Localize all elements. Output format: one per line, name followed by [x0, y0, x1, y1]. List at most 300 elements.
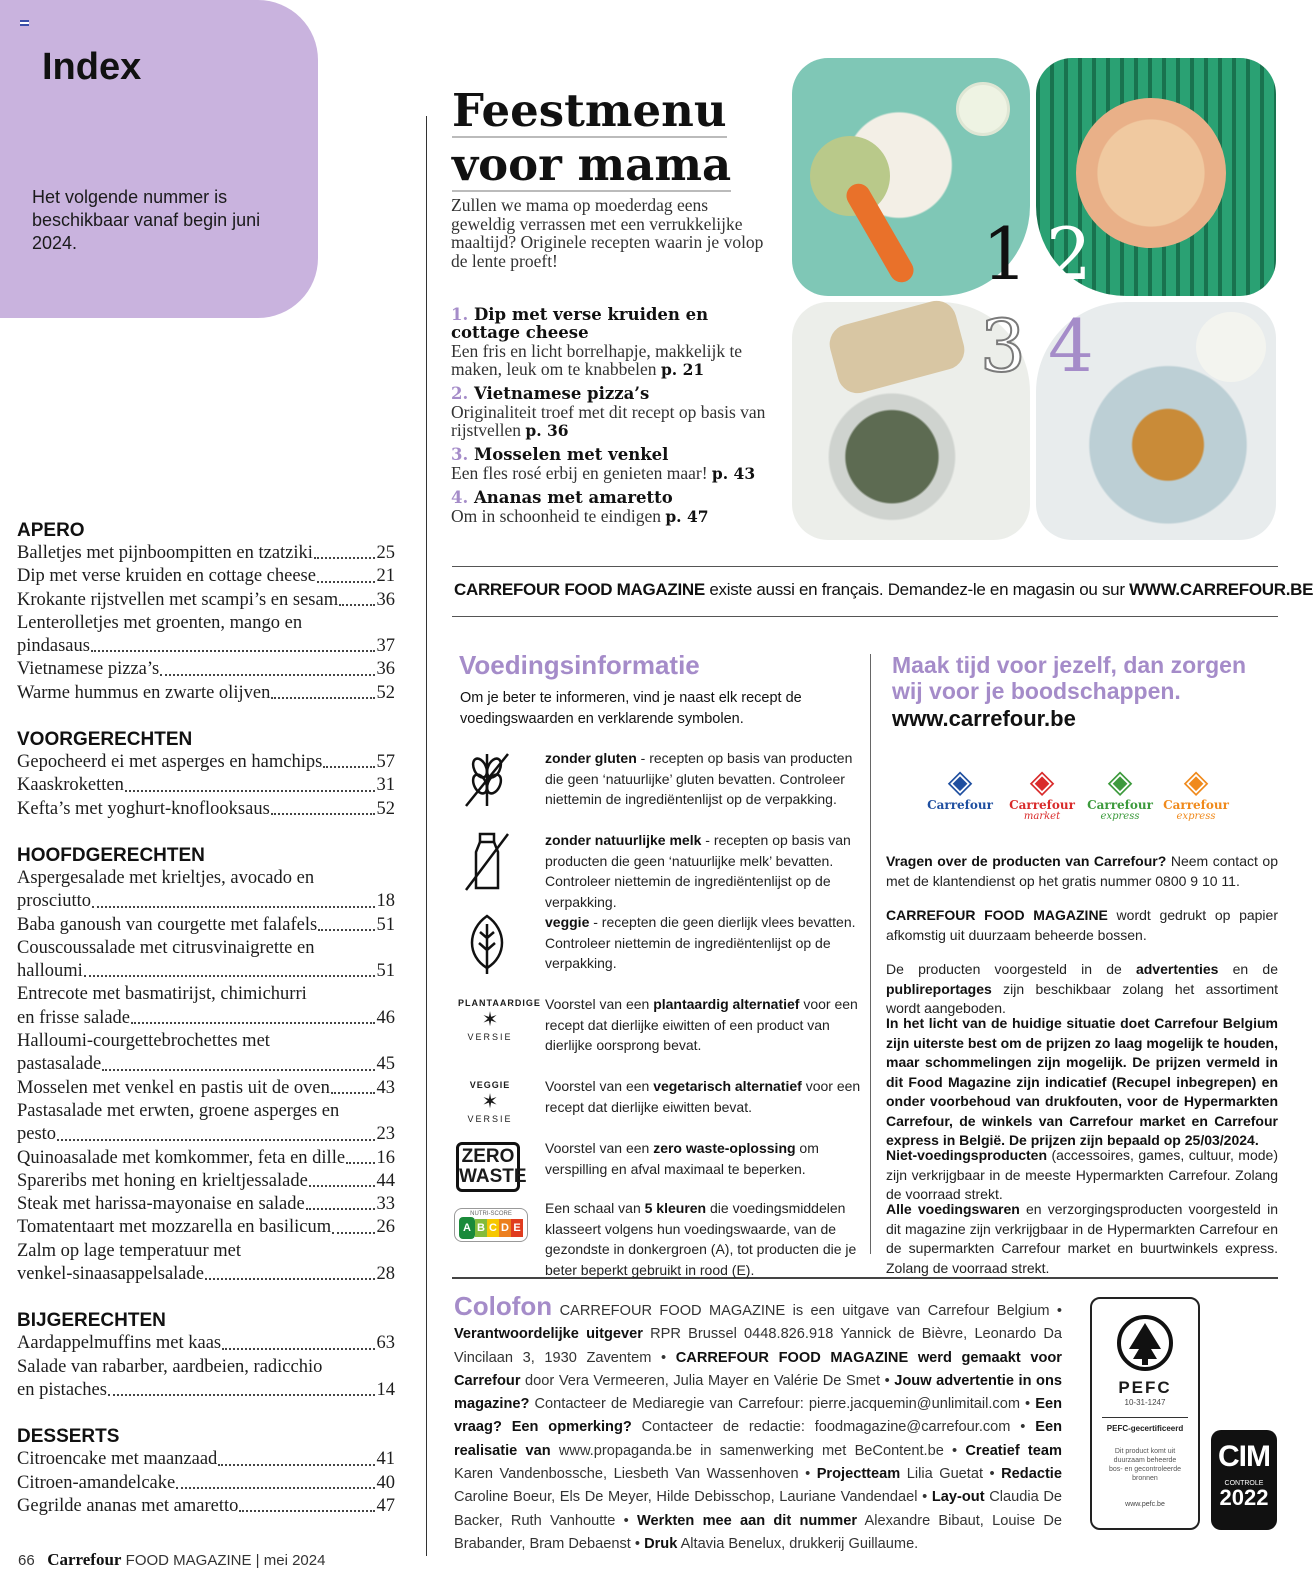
- recipe-desc-text: Een fris en licht borrelhapje, makkelijk te maken, leuk om te knabbelen: [451, 341, 743, 379]
- colofon-part: Karen Vandenbossche, Liesbeth Van Wassenhoven •: [454, 1466, 817, 1483]
- index-entry-text: prosciutto: [17, 891, 91, 912]
- gluten-free-icon: [452, 748, 528, 814]
- symbol-text: om verspilling en afval maximaal te beperken.: [545, 1140, 819, 1177]
- info-paragraph: [886, 852, 1278, 891]
- lactose-free-icon: [452, 830, 528, 896]
- colofon-part: Werkten mee aan dit nummer: [637, 1512, 858, 1529]
- index-entry-text: Spareribs met honing en krieltjessalade: [17, 1170, 308, 1191]
- symbol-description: [545, 912, 863, 974]
- leader-dots: [309, 1185, 375, 1187]
- info-text: wordt gedrukt op papier afkomstig uit duurzaam beheerde bossen.: [886, 907, 1278, 943]
- index-list: [17, 520, 395, 1518]
- index-entry: [17, 1100, 395, 1123]
- recipe-page: p. 21: [660, 360, 705, 379]
- symbol-description: [545, 994, 863, 1056]
- colofon-part: Lilia Guetat •: [900, 1466, 1002, 1483]
- index-entry-text: Balletjes met pijnboompitten en tzatziki: [17, 543, 313, 563]
- info-bold: Alle voedingswaren: [886, 1201, 1020, 1217]
- index-entry: [17, 914, 395, 937]
- info-paragraph: [886, 1200, 1278, 1278]
- photo-pineapple: [1036, 302, 1276, 540]
- index-entry-page: 43: [376, 1077, 395, 1098]
- index-entry-page: 16: [376, 1147, 395, 1168]
- zero-waste-icon: [452, 1138, 528, 1204]
- symbol-text: voor een recept dat dierlijke eiwitten of een product van dierlijke oorsprong bevat.: [545, 996, 858, 1053]
- nutri-grade: D: [499, 1219, 511, 1237]
- symbol-label: veggie: [545, 914, 590, 930]
- nutri-grade: B: [475, 1219, 487, 1237]
- index-entry-text: Citroencake met maanzaad: [17, 1449, 218, 1470]
- colofon-part: Jouw advertentie in ons magazine?: [454, 1372, 1062, 1413]
- leader-dots: [125, 790, 375, 792]
- info-text: Neem contact op met de klantendienst op het gratis nummer 0800 9 10 11.: [886, 853, 1278, 889]
- cim-label: CIM: [1218, 1440, 1270, 1473]
- index-entry-page: 63: [376, 1333, 395, 1354]
- leader-dots: [92, 906, 375, 908]
- nutri-score-badge: NUTRI-SCORE A B C D E: [454, 1208, 528, 1242]
- leader-dots: [271, 697, 374, 699]
- carrefour-logo: [1002, 764, 1082, 822]
- index-entry-text: Dip met verse kruiden en cottage cheese: [17, 566, 316, 587]
- recipe-title: [451, 489, 771, 507]
- leader-dots: [91, 650, 375, 652]
- index-entry-page: 37: [376, 636, 395, 657]
- leader-dots: [317, 581, 375, 583]
- index-entry-page: 28: [376, 1264, 395, 1285]
- recipe-page: p. 47: [665, 507, 709, 526]
- nutri-grade: C: [487, 1219, 499, 1237]
- index-entry-page: 31: [376, 775, 395, 796]
- index-entry: [17, 1077, 395, 1100]
- page-number: 66: [18, 1552, 35, 1569]
- colofon-part: RPR Brussel 0448.826.918 Yannick de Bièvre, Leonardo Da Vincilaan 3, 1930 Zaventem •: [454, 1326, 1062, 1366]
- nutri-score-icon: [452, 1198, 528, 1264]
- index-entry-page: 41: [376, 1449, 395, 1470]
- leader-dots: [332, 1232, 374, 1234]
- index-entry-page: 51: [376, 914, 395, 935]
- footer-issue: mei 2024: [263, 1552, 326, 1569]
- index-entry-page: 51: [376, 961, 395, 982]
- index-entry-page: 14: [376, 1379, 395, 1400]
- feestmenu-title: [452, 86, 731, 194]
- french-banner-url[interactable]: WWW.CARREFOUR.BE: [1129, 580, 1313, 599]
- index-entry-text: Halloumi-courgettebrochettes met: [17, 1031, 270, 1052]
- index-entry: [17, 542, 395, 565]
- recipe-list: [451, 306, 771, 532]
- recipe-name: Dip met verse kruiden en cottage cheese: [451, 305, 709, 342]
- carrefour-mark-icon: ◈: [1107, 762, 1133, 800]
- info-paragraph: [886, 906, 1278, 945]
- photo-mussels: [792, 302, 1030, 540]
- index-entry: [17, 937, 395, 960]
- colofon-part: Contacteer de redactie: foodmagazine@carrefour.com •: [631, 1419, 1036, 1436]
- colofon-part: Verantwoordelijke uitgever: [454, 1326, 643, 1343]
- index-entry: [17, 1263, 395, 1286]
- index-entry: [17, 1472, 395, 1495]
- symbol-pre: Voorstel van een: [545, 1078, 654, 1094]
- nutri-grade: A: [459, 1217, 475, 1239]
- carrefour-logo-sub: market: [1023, 811, 1061, 822]
- colofon-part: Een vraag? Een opmerking?: [454, 1396, 1062, 1436]
- leader-dots: [331, 1092, 375, 1094]
- cim-sub: CONTROLE: [1224, 1480, 1264, 1487]
- colofon-part: Caroline Boeur, Els De Meyer, Hilde Debisschop, Lauriane Vandendael •: [454, 1489, 932, 1506]
- info-bold: Vragen over de producten van Carrefour?: [886, 853, 1167, 869]
- symbol-pre: Voorstel van een: [545, 996, 654, 1012]
- index-entry-page: 47: [376, 1495, 395, 1516]
- index-entry-text: Tomatentaart met mozzarella en basilicum: [17, 1217, 332, 1238]
- leader-dots: [222, 1348, 374, 1350]
- colofon-title: Colofon: [454, 1291, 553, 1321]
- leader-dots: [84, 975, 375, 977]
- colofon-part: CARREFOUR FOOD MAGAZINE is een uitgave van Carrefour Belgium •: [552, 1303, 1062, 1319]
- index-entry-text: Krokante rijstvellen met scampi’s en sesam: [17, 589, 339, 610]
- symbol-text: - recepten op basis van producten die geen ‘natuurlijke’ gluten bevatten. Controleer niettemin de ingrediëntenlijst op de verpakking.: [545, 750, 853, 807]
- colofon-part: www.propaganda.be in samenwerking met BeContent.be •: [550, 1442, 966, 1459]
- version-badge: PLANTAARDIGE ✶ VERSIE: [458, 998, 541, 1042]
- carrefour-logo: [920, 764, 1000, 812]
- index-entry: [17, 983, 395, 1006]
- index-entry-page: 40: [376, 1472, 395, 1493]
- pefc-cert: PEFC-gecertificeerd: [1102, 1417, 1188, 1433]
- index-entry-page: 26: [376, 1217, 395, 1238]
- footer-brand: Carrefour: [47, 1550, 122, 1569]
- colofon-part: Contacteer de Mediaregie van Carrefour: pierre.jacquemin@unlimitail.com •: [529, 1396, 1036, 1413]
- symbol-text: voor een recept dat dierlijke eiwitten bevat.: [545, 1078, 861, 1115]
- colofon-part: Redactie: [1001, 1466, 1062, 1483]
- index-entry: [17, 1216, 395, 1239]
- flag-icon: [20, 20, 29, 26]
- colofon-part: door Vera Vermeeren, Julia Mayer en Valérie De Smet •: [520, 1372, 895, 1389]
- index-section-title: BIJGERECHTEN: [17, 1310, 166, 1332]
- footer-separator: |: [255, 1552, 260, 1569]
- symbol-description: [545, 830, 863, 912]
- index-entry-text: Warme hummus en zwarte olijven: [17, 682, 271, 703]
- index-section-title: VOORGERECHTEN: [17, 729, 193, 751]
- index-entry-text: pindasaus: [17, 636, 90, 657]
- info-text: zijn beschikbaar zolang het assortiment wordt aangeboden.: [886, 980, 1278, 1016]
- recipe-number: 4.: [451, 488, 469, 507]
- colofon-part: Altavia Benelux, drukkerij Guillaume.: [677, 1535, 919, 1552]
- symbol-label: 5 kleuren: [644, 1200, 707, 1216]
- leader-dots: [108, 1394, 375, 1396]
- feestmenu-title-line2: voor mama: [452, 138, 732, 191]
- index-entry-text: Gegrilde ananas met amaretto: [17, 1495, 239, 1516]
- index-entry: [17, 1448, 395, 1471]
- index-entry: [17, 1332, 395, 1355]
- colofon-part: Creatief team: [965, 1442, 1062, 1459]
- index-entry: [17, 798, 395, 821]
- index-entry: [17, 589, 395, 612]
- symbol-label: plantaardig alternatief: [653, 996, 800, 1012]
- colofon-part: CARREFOUR FOOD MAGAZINE werd gemaakt voor Carrefour: [454, 1349, 1062, 1389]
- recipe-desc-text: Originaliteit troef met dit recept op basis van rijstvellen: [451, 402, 766, 440]
- photo-number-1: 1: [982, 212, 1028, 296]
- pefc-code: 10-31-1247: [1124, 1398, 1166, 1407]
- index-entry-page: 52: [376, 682, 395, 703]
- index-entry-page: 33: [376, 1194, 395, 1215]
- index-section-title: DESSERTS: [17, 1426, 120, 1448]
- pefc-tree-icon: [1115, 1313, 1175, 1373]
- recipe-desc-text: Om in schoonheid te eindigen: [451, 506, 661, 526]
- index-entry: [17, 612, 395, 635]
- colofon: [454, 1291, 1063, 1556]
- carrefour-url[interactable]: www.carrefour.be: [892, 706, 1076, 731]
- index-entry-page: 45: [376, 1054, 395, 1075]
- info-text: en verzorgingsproducten voorgesteld in dit magazine zijn verkrijgbaar in de Hypermarkten Carrefour en de supermarkten Carrefour market en buurtwinkels express. Zolang de voorraad strekt.: [886, 1201, 1278, 1276]
- index-entry-page: 25: [376, 543, 395, 563]
- recipe-description: [451, 342, 771, 379]
- index-entry: [17, 565, 395, 588]
- index-entry: [17, 1240, 395, 1263]
- carrefour-logo-name: Carrefour: [1087, 798, 1153, 812]
- recipe-description: [451, 403, 771, 440]
- recipe-title: [451, 306, 771, 342]
- symbol-text: die voedingsmiddelen klasseert volgens hun voedingswaarde, van de gezondste in donkergroen (A), tot producten die je beter beperkt gebruikt in rood (E).: [545, 1200, 857, 1278]
- veggie-leaf-icon: [452, 912, 528, 978]
- recipe-name: Mosselen met venkel: [473, 445, 669, 464]
- colofon-body: [454, 1303, 1062, 1552]
- footer-magazine: FOOD MAGAZINE: [125, 1552, 252, 1569]
- index-entry: [17, 1356, 395, 1379]
- info-bold: Niet-voedingsproducten: [886, 1147, 1048, 1163]
- info-text: (accessoires, games, cultuur, mode) zijn verkrijgbaar in de meeste Hypermarkten Carrefour. Zolang de voorraad strekt.: [886, 1147, 1278, 1202]
- recipe-page: p. 43: [711, 464, 756, 483]
- info-bold2: publireportages: [886, 980, 992, 997]
- nutri-grade: E: [511, 1219, 523, 1237]
- index-section-title: HOOFDGERECHTEN: [17, 844, 205, 866]
- recipe-page: p. 36: [525, 421, 569, 440]
- carrefour-logo: [1080, 764, 1160, 822]
- index-entry-text: Kaaskroketten: [17, 775, 124, 796]
- leader-dots: [205, 1278, 375, 1280]
- index-entry-text: Couscoussalade met citrusvinaigrette en: [17, 937, 315, 958]
- index-entry: [17, 890, 395, 913]
- leader-dots: [339, 604, 374, 606]
- symbol-label: zero waste-oplossing: [653, 1140, 796, 1156]
- index-entry-page: 18: [376, 891, 395, 912]
- index-entry-text: Quinoasalade met komkommer, feta en dille: [17, 1147, 346, 1168]
- symbol-pre: Voorstel van een: [545, 1140, 654, 1156]
- leader-dots: [131, 1022, 374, 1024]
- colofon-part: Lay-out: [931, 1489, 985, 1506]
- index-entry: [17, 1053, 395, 1076]
- photo-number-3: 3: [980, 304, 1026, 388]
- leader-dots: [218, 1464, 374, 1466]
- index-entry-page: 44: [376, 1170, 395, 1191]
- recipe-description: [451, 507, 771, 526]
- pefc-label: PEFC: [1118, 1378, 1172, 1397]
- index-entry: [17, 751, 395, 774]
- index-entry-page: 46: [376, 1007, 395, 1028]
- index-entry-text: Mosselen met venkel en pastis uit de oven: [17, 1077, 330, 1098]
- index-entry-text: Pastasalade met erwten, groene asperges en: [17, 1100, 340, 1121]
- symbol-description: [545, 1076, 863, 1117]
- leader-dots: [318, 929, 374, 931]
- index-entry-text: halloumi: [17, 961, 83, 982]
- cim-badge: [1211, 1430, 1277, 1530]
- french-banner-text: existe aussi en français. Demandez-le en magasin ou sur: [704, 580, 1130, 599]
- index-entry: [17, 658, 395, 681]
- carrefour-mark-icon: ◈: [1029, 762, 1055, 800]
- photo-pizza: [1036, 58, 1276, 296]
- zero-waste-badge: ZERO WASTE: [456, 1142, 520, 1192]
- index-entry: [17, 1007, 395, 1030]
- leader-dots: [271, 813, 375, 815]
- index-entry-text: Aardappelmuffins met kaas: [17, 1333, 222, 1354]
- carrefour-logo-name: Carrefour: [1163, 798, 1229, 812]
- symbol-description: [545, 1198, 863, 1280]
- veggie-version-icon: [452, 1076, 528, 1142]
- leader-dots: [323, 766, 374, 768]
- photo-dip: [792, 58, 1030, 296]
- pefc-url: www.pefc.be: [1125, 1501, 1165, 1508]
- index-entry-page: 36: [376, 659, 395, 680]
- page-footer: [18, 1550, 325, 1570]
- index-section-title: APERO: [17, 520, 85, 541]
- carrefour-mark-icon: ◈: [1183, 762, 1209, 800]
- index-entry: [17, 1379, 395, 1402]
- voeding-title: Voedingsinformatie: [459, 650, 700, 680]
- index-entry-page: 57: [376, 752, 395, 773]
- pefc-desc: Dit product komt uit duurzaam beheerde bos- en gecontroleerde bronnen: [1109, 1448, 1181, 1482]
- index-entry: [17, 1193, 395, 1216]
- recipe-desc-text: Een fles rosé erbij en genieten maar!: [451, 463, 708, 483]
- carrefour-logo-name: Carrefour: [1009, 798, 1075, 812]
- photo-number-4: 4: [1048, 304, 1094, 388]
- colofon-part: Projectteam: [816, 1466, 901, 1483]
- info-paragraph: [886, 1014, 1278, 1151]
- index-entry-text: Lenterolletjes met groenten, mango en: [17, 612, 303, 633]
- symbol-description: [545, 1138, 863, 1179]
- colofon-part: Druk: [644, 1535, 678, 1552]
- index-entry: [17, 960, 395, 983]
- index-entry-text: pesto: [17, 1124, 57, 1145]
- leader-dots: [346, 1162, 374, 1164]
- index-entry: [17, 1147, 395, 1170]
- recipe-description: [451, 464, 771, 483]
- leader-dots: [102, 1069, 374, 1071]
- index-entry: [17, 635, 395, 658]
- symbol-label: zonder gluten: [545, 750, 637, 766]
- index-entry: [17, 1123, 395, 1146]
- index-entry: [17, 1170, 395, 1193]
- symbol-pre: Een schaal van: [545, 1200, 645, 1216]
- divider: [452, 616, 1278, 617]
- index-entry-text: Steak met harissa-mayonaise en salade: [17, 1194, 305, 1215]
- divider: [452, 566, 1278, 567]
- board: [825, 296, 969, 397]
- index-entry: [17, 867, 395, 890]
- recipe-number: 1.: [451, 305, 469, 324]
- column-divider: [426, 116, 427, 1556]
- index-entry-text: venkel-sinaasappelsalade: [17, 1264, 204, 1285]
- photo-number-2: 2: [1046, 212, 1092, 296]
- symbol-label: zonder natuurlijke melk: [545, 832, 702, 848]
- leader-dots: [176, 1487, 374, 1489]
- info-pre: De producten voorgesteld in de: [886, 961, 1136, 977]
- index-entry-text: Zalm op lage temperatuur met: [17, 1240, 241, 1261]
- plant-based-version-icon: [452, 994, 541, 1060]
- feestmenu-intro: Zullen we mama op moederdag eens geweldig verrassen met een verrukkelijke maaltijd? Originele recepten waarin je volop de lente proeft!: [451, 195, 764, 271]
- index-entry-text: Aspergesalade met krieltjes, avocado en: [17, 867, 315, 888]
- index-entry: [17, 774, 395, 797]
- leader-dots: [57, 1139, 374, 1141]
- carrefour-mark-icon: ◈: [947, 762, 973, 800]
- symbol-text: - recepten op basis van producten die geen ‘natuurlijke melk’ bevatten. Controleer niettemin de ingrediëntenlijst op de verpakking.: [545, 832, 851, 910]
- index-entry-text: Salade van rabarber, aardbeien, radicchio: [17, 1356, 323, 1377]
- feestmenu-title-line1: Feestmenu: [452, 84, 727, 137]
- symbol-description: [545, 748, 863, 810]
- index-entry-text: en pistaches: [17, 1379, 107, 1400]
- leader-dots: [160, 674, 374, 676]
- french-banner: [454, 580, 1313, 600]
- voeding-intro: Om je beter te informeren, vind je naast elk recept de voedingswaarden en verklarende symbolen.: [460, 690, 802, 727]
- carrefour-logo-sub: express: [1176, 811, 1216, 822]
- slogan: Maak tijd voor jezelf, dan zorgen wij voor je boodschappen.: [892, 652, 1247, 704]
- index-entry-text: Gepocheerd ei met asperges en hamchips: [17, 752, 323, 773]
- index-entry: [17, 1495, 395, 1518]
- leader-dots: [306, 1208, 375, 1210]
- recipe-title: [451, 385, 771, 403]
- leader-dots: [239, 1510, 374, 1512]
- carrefour-logo: [1156, 764, 1236, 822]
- next-issue-note: Het volgende nummer is beschikbaar vanaf begin juni 2024.: [32, 187, 261, 253]
- info-bold: CARREFOUR FOOD MAGAZINE: [886, 907, 1108, 923]
- index-entry: [17, 682, 395, 705]
- index-entry-text: en frisse salade: [17, 1007, 131, 1028]
- info-paragraph: [886, 960, 1278, 1019]
- recipe-number: 2.: [451, 384, 469, 403]
- cream-bowl: [1196, 312, 1266, 382]
- symbol-text: - recepten die geen dierlijk vlees bevatten. Controleer niettemin de ingrediëntenlijst op de verpakking.: [545, 914, 856, 971]
- colofon-part: Claudia De Backer, Ruth Vanhoutte •: [454, 1489, 1063, 1529]
- pizza: [1076, 98, 1226, 248]
- info-bold: advertenties: [1135, 961, 1219, 977]
- symbol-label: vegetarisch alternatief: [653, 1078, 802, 1094]
- index-entry-text: Vietnamese pizza’s: [17, 659, 160, 680]
- index-entry-page: 23: [376, 1124, 395, 1145]
- recipe-name: Ananas met amaretto: [473, 488, 673, 507]
- leader-dots: [314, 557, 375, 559]
- index-title: Index: [42, 46, 142, 88]
- carrefour-logo-sub: express: [1100, 811, 1140, 822]
- french-banner-brand: CARREFOUR FOOD MAGAZINE: [454, 580, 705, 599]
- info-bold: In het licht van de huidige situatie doet Carrefour Belgium zijn uiterste best om de prijzen zo laag mogelijk te houden, maar schommelingen zijn mogelijk. De prijzen vermeld in dit Food Magazine zijn indicatief (Recupel inbegrepen) en onder voorbehoud van drukfouten, voor de Hypermarkten Carrefour, de winkels van Carrefour market en Carrefour express in België. De prijzen zijn bepaald op 25/03/2024.: [886, 1015, 1278, 1148]
- index-entry-text: Citroen-amandelcake: [17, 1472, 176, 1493]
- recipe-title: [451, 446, 771, 464]
- recipe-name: Vietnamese pizza’s: [473, 384, 650, 403]
- colofon-part: Alexandre Bibaut, Louise De Brabander, Bram Debaenst •: [454, 1512, 1062, 1552]
- index-entry-text: pastasalade: [17, 1054, 102, 1075]
- version-badge: VEGGIE ✶ VERSIE: [467, 1080, 513, 1124]
- index-entry-page: 52: [376, 798, 395, 819]
- colofon-part: Een realisatie van: [454, 1419, 1062, 1459]
- index-entry-text: Baba ganoush van courgette met falafels: [17, 914, 318, 935]
- index-entry-page: 36: [376, 589, 395, 610]
- carrefour-logo-name: Carrefour: [927, 798, 993, 812]
- index-entry-page: 21: [376, 566, 395, 587]
- info-paragraph: [886, 1146, 1278, 1205]
- column-divider: [870, 654, 871, 1254]
- index-entry: [17, 1030, 395, 1053]
- glass: [956, 82, 1010, 136]
- info-mid: en de: [1218, 961, 1278, 977]
- cim-year: 2022: [1219, 1485, 1269, 1510]
- recipe-number: 3.: [451, 445, 469, 464]
- index-entry-text: Kefta’s met yoghurt-knoflooksaus: [17, 798, 270, 819]
- index-entry-text: Entrecote met basmatirijst, chimichurri: [17, 984, 307, 1005]
